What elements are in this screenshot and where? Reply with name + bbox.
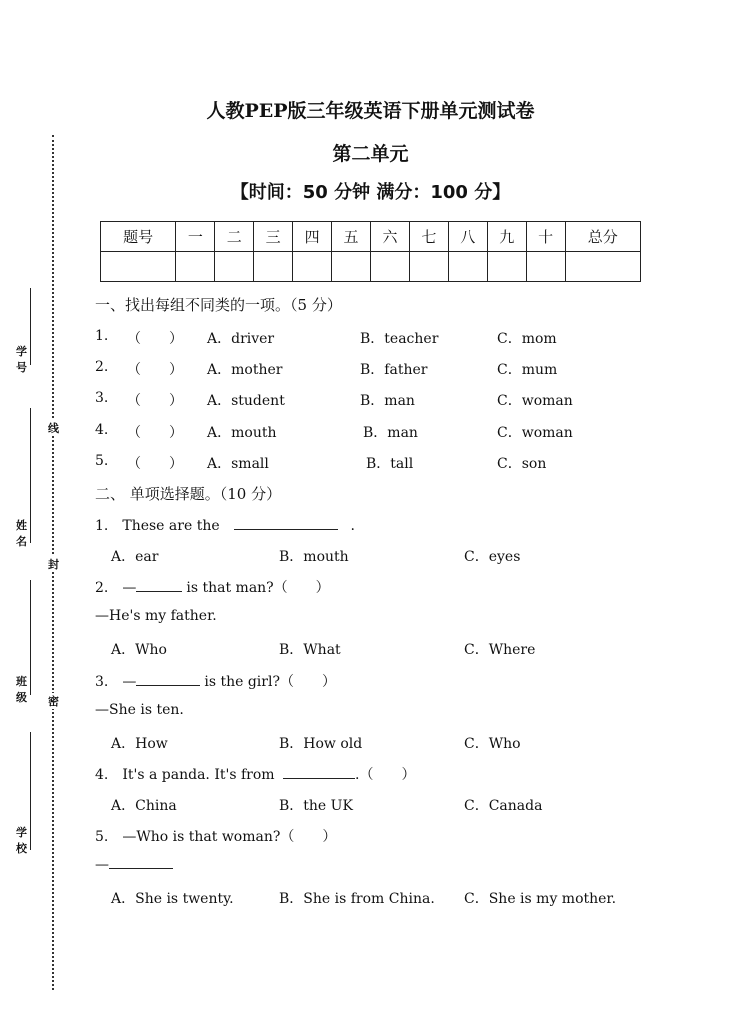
option-c: C．eyes (464, 549, 521, 565)
section1-heading: 一、找出每组不同类的一项。（5 分） (95, 296, 342, 314)
question-end: .（ ） (355, 767, 416, 783)
score-header-cell: 三 (254, 222, 293, 252)
section2-heading: 二、 单项选择题。（10 分） (95, 485, 282, 503)
option-a: A．mouth (207, 425, 277, 441)
option-c: C．son (497, 456, 547, 472)
option-b: B．man (363, 425, 418, 441)
answer-parentheses[interactable]: （ ） (127, 331, 183, 347)
option-c: C．She is my mother. (464, 891, 617, 907)
time-info: 【时间：50 分钟 满分：100 分】 (230, 182, 511, 203)
question-3 (95, 671, 336, 691)
option-c: C．Who (464, 736, 521, 752)
item-number: 1. (95, 328, 109, 344)
school-line (30, 732, 31, 850)
page-title: 人教PEP版三年级英语下册单元测试卷 (206, 100, 535, 122)
option-b: B．tall (366, 456, 414, 472)
option-a: A．mother (207, 362, 283, 378)
name-label: 姓名 (16, 519, 27, 548)
student-id-label: 学号 (16, 345, 27, 374)
option-c: C．woman (497, 425, 573, 441)
score-cell[interactable] (409, 252, 448, 282)
name-line (30, 408, 31, 543)
answer-parentheses[interactable]: （ ） (127, 362, 183, 378)
student-id-line (30, 288, 31, 365)
question-5: 5. —Who is that woman?（ ） (95, 829, 337, 845)
fill-blank[interactable] (136, 591, 182, 592)
question-number: 2. — (95, 580, 137, 596)
option-a: A．ear (111, 549, 159, 565)
item-number: 3. (95, 390, 109, 406)
option-b: B．How old (279, 736, 363, 752)
unit-title: 第二单元 (332, 143, 409, 165)
score-header-cell: 九 (487, 222, 526, 252)
option-a: A．student (207, 393, 285, 409)
score-header-cell: 四 (293, 222, 332, 252)
question-end: . (350, 518, 355, 534)
question-stem: is the girl?（ ） (204, 674, 336, 690)
score-header-cell: 五 (332, 222, 371, 252)
option-b: B．mouth (279, 549, 349, 565)
item-number: 2. (95, 359, 109, 375)
option-c: C．woman (497, 393, 573, 409)
score-cell[interactable] (370, 252, 409, 282)
question-number: 3. — (95, 674, 137, 690)
question-stem: 4. It's a panda. It's from (95, 767, 275, 783)
fill-blank[interactable] (109, 868, 173, 869)
answer-parentheses[interactable]: （ ） (127, 425, 183, 441)
question-answer-line: —He's my father. (95, 608, 217, 624)
option-a: A．driver (207, 331, 275, 347)
score-cell[interactable] (215, 252, 254, 282)
score-header-cell: 七 (409, 222, 448, 252)
question-2 (95, 577, 330, 597)
seal-char-line: 线 (48, 422, 59, 435)
score-table-value-row (101, 252, 641, 282)
score-header-cell: 题号 (101, 222, 176, 252)
score-cell[interactable] (293, 252, 332, 282)
score-cell[interactable] (448, 252, 487, 282)
option-b: B．She is from China. (279, 891, 435, 907)
answer-parentheses[interactable]: （ ） (127, 456, 183, 472)
score-header-cell: 八 (448, 222, 487, 252)
score-cell[interactable] (176, 252, 215, 282)
score-cell[interactable] (254, 252, 293, 282)
score-header-cell: 十 (526, 222, 565, 252)
option-a: A．small (207, 456, 269, 472)
score-cell[interactable] (101, 252, 176, 282)
option-b: B．father (360, 362, 428, 378)
score-table (100, 221, 641, 282)
answer-parentheses[interactable]: （ ） (127, 393, 183, 409)
option-b: B．the UK (279, 798, 353, 814)
option-c: C．mom (497, 331, 557, 347)
class-label: 班级 (16, 675, 27, 704)
seal-char-secret: 密 (48, 695, 59, 708)
score-cell[interactable] (565, 252, 640, 282)
score-header-cell: 六 (370, 222, 409, 252)
question-answer-line (95, 857, 173, 873)
seal-char-seal: 封 (48, 558, 59, 571)
class-line (30, 580, 31, 695)
option-a: A．Who (111, 642, 167, 658)
item-number: 5. (95, 453, 109, 469)
question-4 (95, 764, 415, 784)
fill-blank[interactable] (136, 685, 200, 686)
option-a: A．How (111, 736, 168, 752)
score-header-cell: 总分 (565, 222, 640, 252)
question-stem: is that man?（ ） (186, 580, 330, 596)
item-number: 4. (95, 422, 109, 438)
option-a: A．She is twenty. (111, 891, 234, 907)
question-stem: 1. These are the (95, 518, 220, 534)
school-label: 学校 (16, 826, 27, 855)
option-c: C．Where (464, 642, 536, 658)
score-cell[interactable] (526, 252, 565, 282)
option-c: C．Canada (464, 798, 543, 814)
score-header-cell: 二 (215, 222, 254, 252)
fill-blank[interactable] (283, 778, 355, 779)
option-b: B．What (279, 642, 341, 658)
score-cell[interactable] (332, 252, 371, 282)
option-b: B．teacher (360, 331, 439, 347)
score-header-cell: 一 (176, 222, 215, 252)
question-1 (95, 515, 355, 535)
score-table-header-row (101, 222, 641, 252)
score-cell[interactable] (487, 252, 526, 282)
question-answer-line: —She is ten. (95, 702, 184, 718)
fill-blank[interactable] (234, 529, 338, 530)
option-c: C．mum (497, 362, 558, 378)
option-a: A．China (111, 798, 177, 814)
option-b: B．man (360, 393, 415, 409)
answer-dash: — (95, 857, 109, 873)
